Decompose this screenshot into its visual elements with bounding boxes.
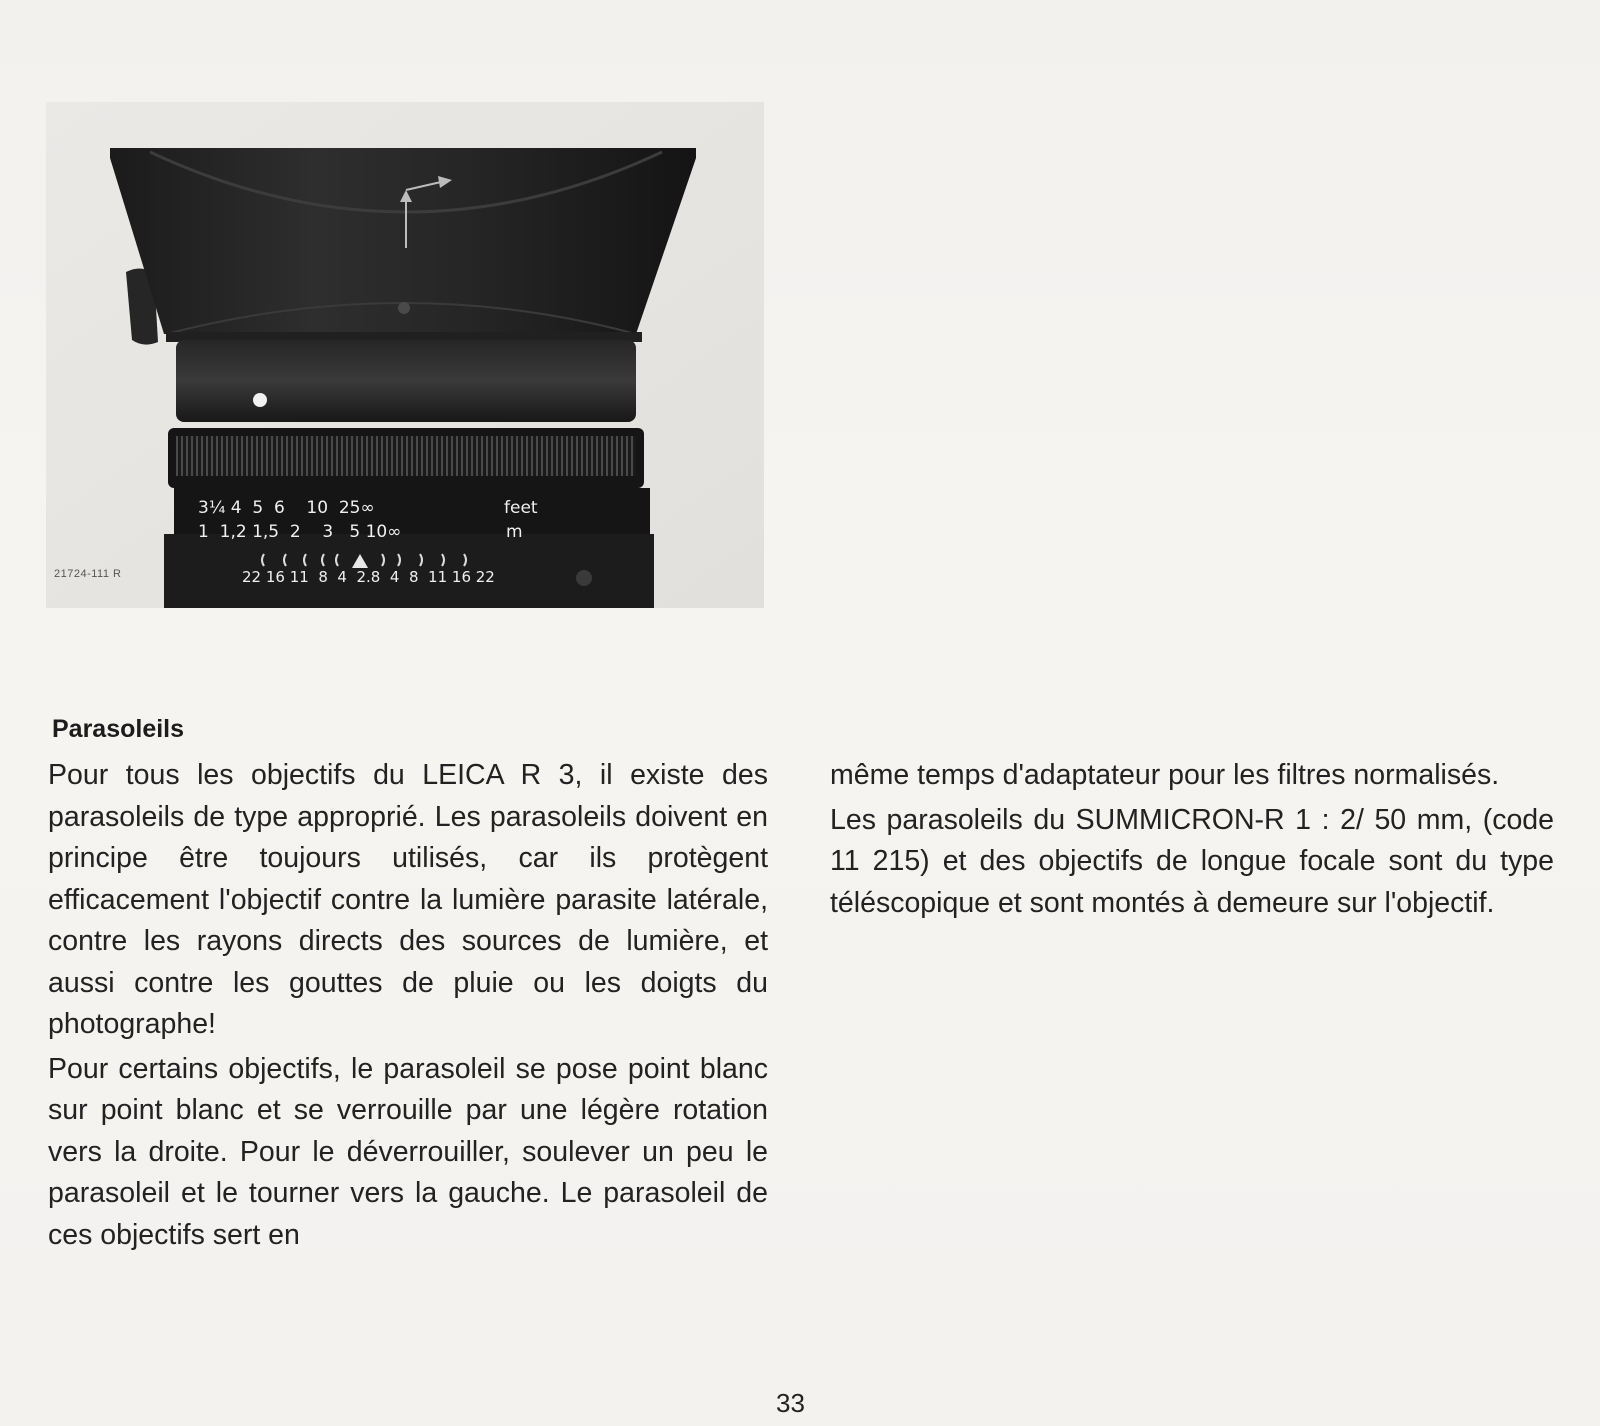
scale-feet-values: 3¼ 4 5 6 10 25∞ [198, 498, 375, 518]
white-dot [253, 393, 267, 407]
scale-m-unit: m [506, 522, 523, 542]
mount-ring [176, 340, 636, 422]
lens-illustration [46, 102, 764, 608]
left-text-column [48, 755, 768, 1256]
paragraph: Pour certains objectifs, le parasoleil se pose point blanc sur point blanc et se verrouille par une légère rotation vers la droite. Pour le déverrouiller, soulever un peu le parasoleil et le tourner vers la gauche. Le parasoleil de ces objectifs sert en [48, 1052, 768, 1251]
hood-screw [398, 302, 410, 314]
paragraph: Les parasoleils du SUMMICRON-R 1 : 2/ 50 mm, (code 11 215) et des objectifs de longue focale sont du type téléscopique et sont montés à demeure sur l'objectif. [830, 803, 1554, 919]
scale-m-values: 1 1,2 1,5 2 3 5 10∞ [198, 522, 402, 542]
scale-feet-unit: feet [504, 498, 538, 518]
right-text-column [830, 755, 1554, 924]
scale-aperture-values: 22 16 11 8 4 2.8 4 8 11 16 22 [242, 568, 495, 586]
focus-ring [176, 436, 636, 476]
paragraph: même temps d'adaptateur pour les filtres normalisés. [830, 759, 1500, 791]
red-dot [576, 570, 592, 586]
figure-code: 21724-111 R [54, 568, 122, 580]
section-heading: Parasoleils [52, 715, 185, 743]
lens-hood-photo [46, 102, 764, 608]
page-number: 33 [776, 1388, 805, 1418]
paragraph: Pour tous les objectifs du LEICA R 3, il existe des parasoleils de type approprié. Les parasoleils doivent en principe être toujours utilisés, car ils protègent efficacement l'objectif contre la lumière parasite latérale, contre les rayons directs des sources de lumière, et aussi contre les gouttes de pluie ou les doigts du photographe! [48, 759, 768, 1040]
